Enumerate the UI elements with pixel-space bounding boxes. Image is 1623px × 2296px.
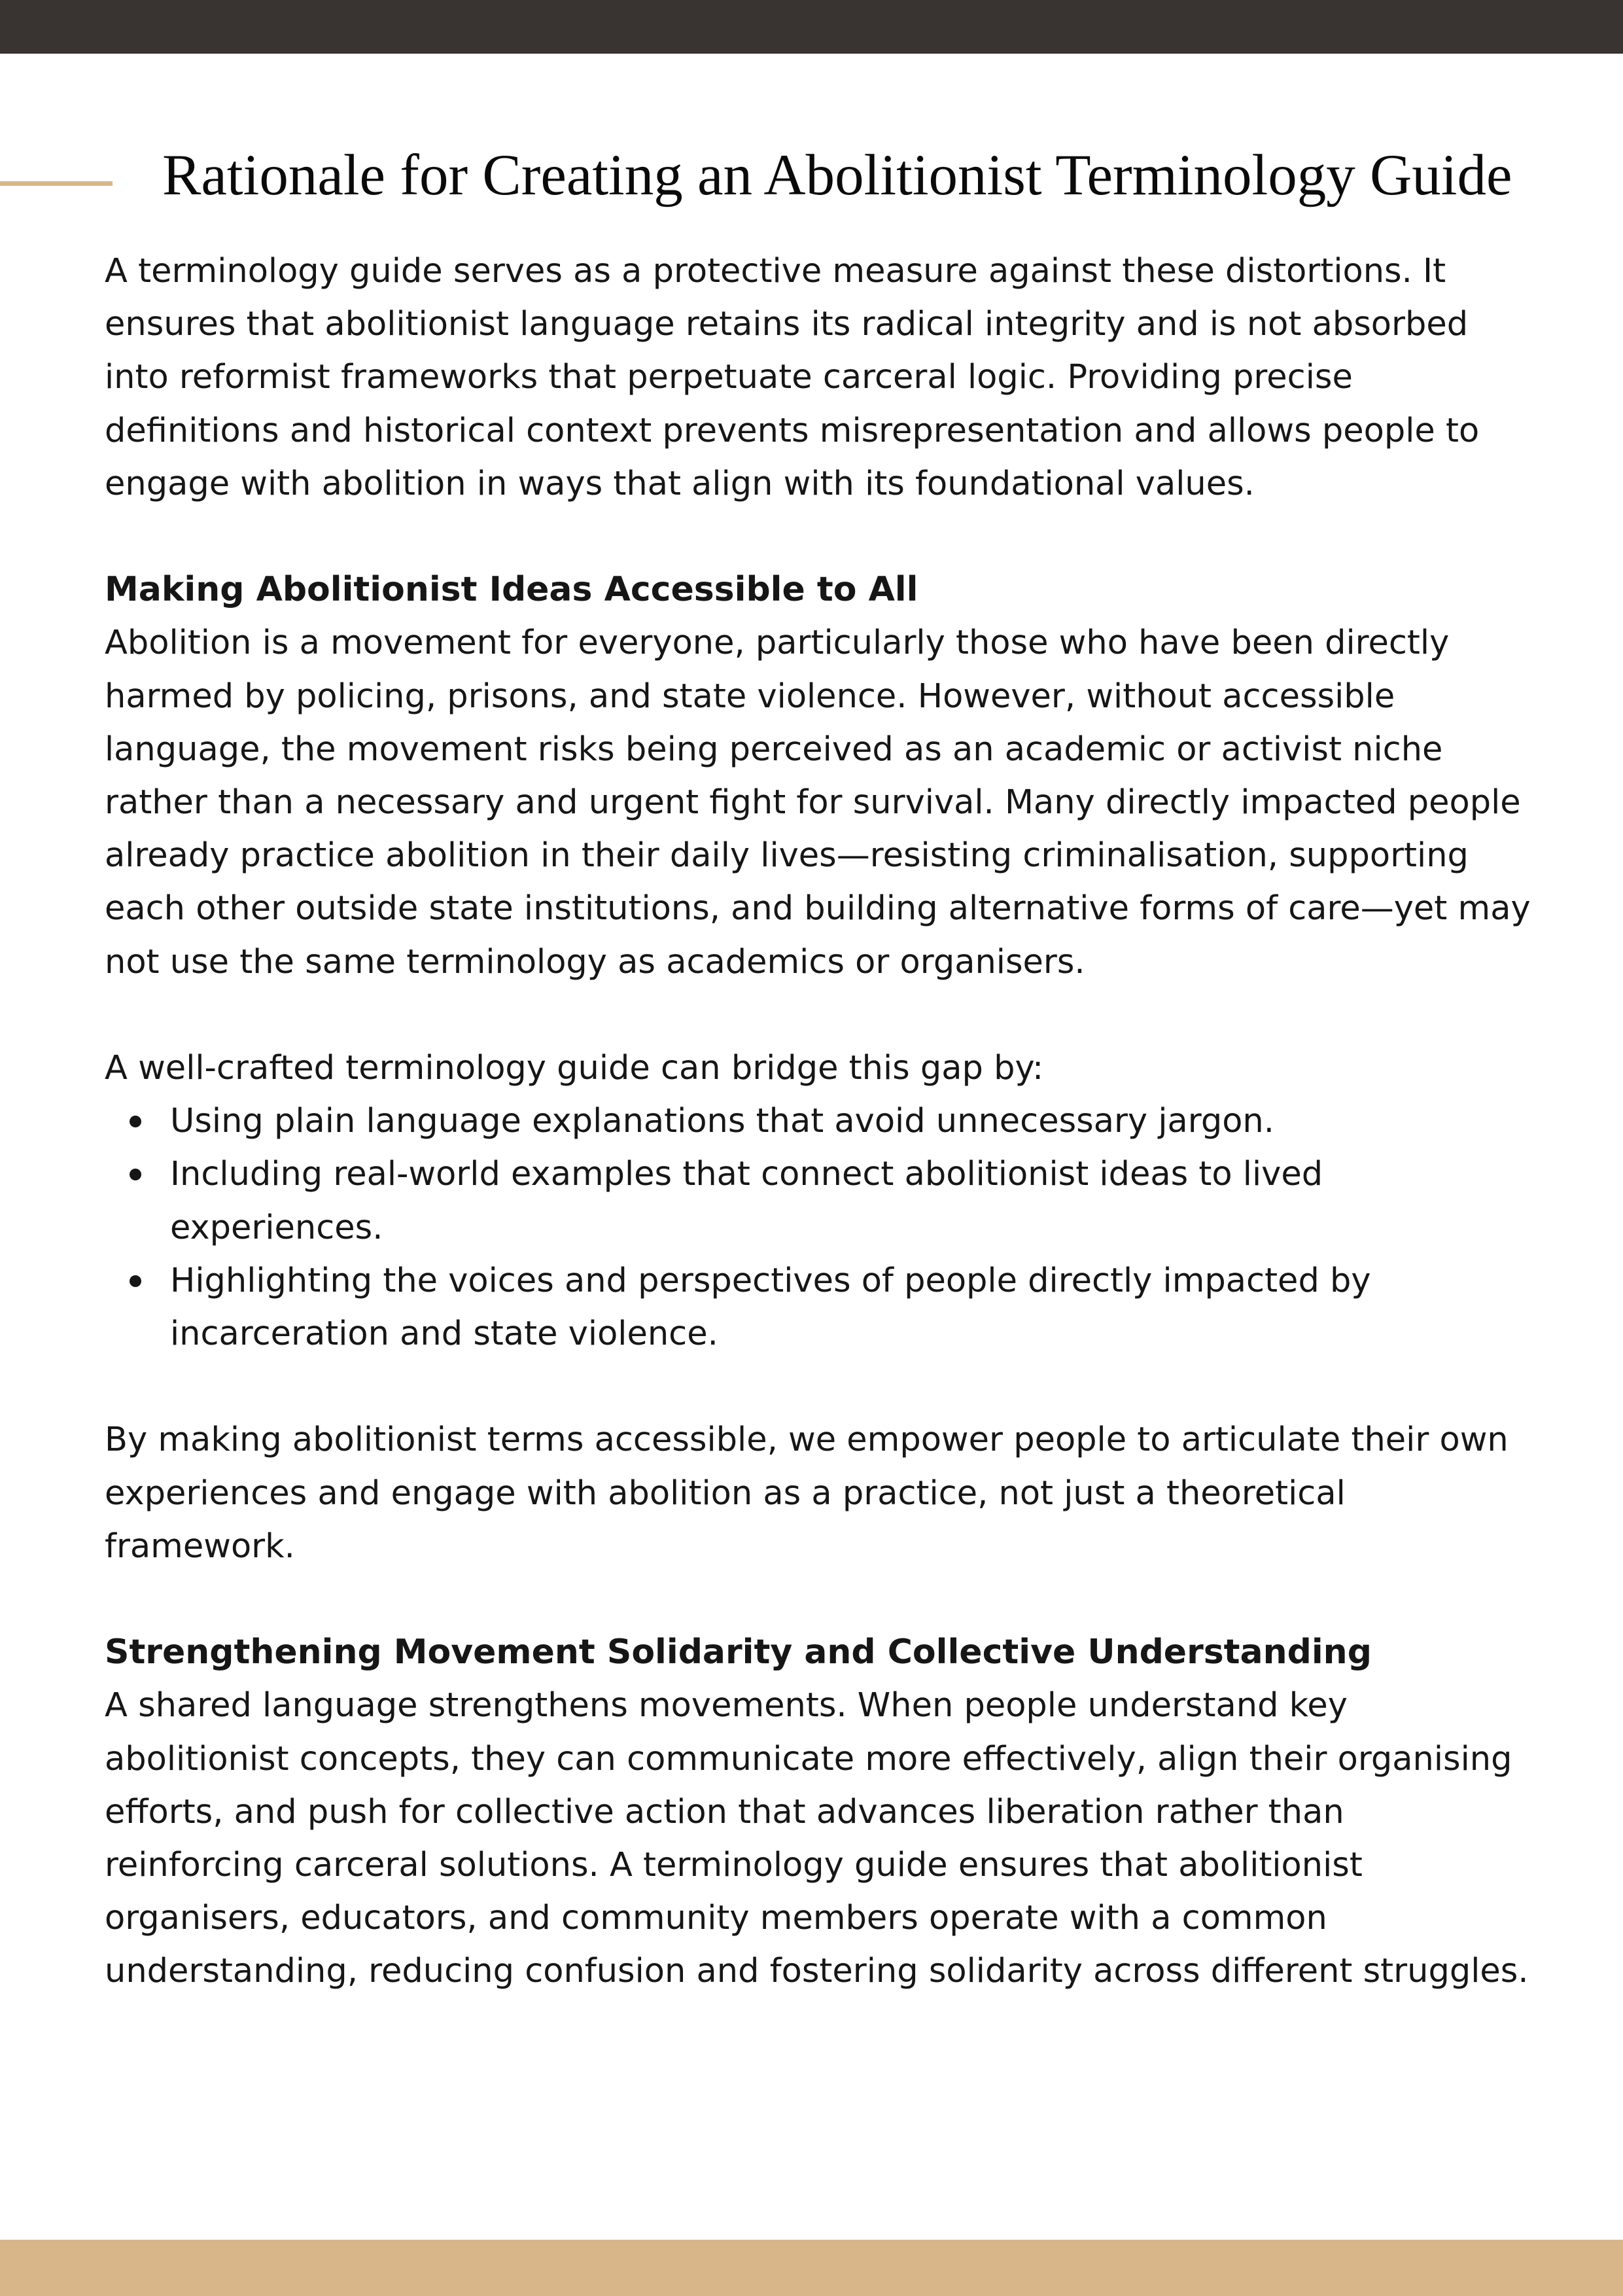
content-body [105, 245, 1531, 1998]
bottom-bar [0, 2240, 1623, 2296]
bullet-icon [130, 1169, 141, 1180]
intro-paragraph: A terminology guide serves as a protective measure against these distortions. It ensures that abolitionist language retains its radical integrity and is not absorbed into reformist frameworks that perpetuate carceral logic. Providing precise definitions and historical context prevents misrepresentation and allows people to engage with abolition in ways that align with its foundational values. [105, 252, 1480, 503]
list-item: Using plain language explanations that avoid unnecessary jargon. [170, 1095, 1531, 1148]
page-title: Rationale for Creating an Abolitionist Terminology Guide [162, 143, 1512, 207]
list-item: Including real-world examples that connect abolitionist ideas to lived experiences. [170, 1148, 1531, 1254]
title-accent-rule [0, 181, 113, 186]
bullet-icon [130, 1116, 141, 1127]
bullet-list [105, 1095, 1531, 1360]
list-item: Highlighting the voices and perspectives of people directly impacted by incarceration and state violence. [170, 1254, 1531, 1360]
section-heading-solidarity: Strengthening Movement Solidarity and Collective Understanding [105, 1633, 1372, 1672]
top-bar [0, 0, 1623, 54]
list-intro: A well-crafted terminology guide can bridge this gap by: [105, 1049, 1044, 1088]
section-heading-accessible: Making Abolitionist Ideas Accessible to All [105, 570, 918, 610]
section-body-solidarity: A shared language strengthens movements. When people understand key abolitionist concepts, they can communicate more effectively, align their organising efforts, and push for collective action that advances liberation rather than reinforcing carceral solutions. A terminology guide ensures that abolitionist organisers, educators, and community members operate with a common understanding, reducing confusion and fostering solidarity across different struggles. [105, 1686, 1529, 1991]
closing-paragraph: By making abolitionist terms accessible, we empower people to articulate their own experiences and engage with abolition as a practice, not just a theoretical framework. [105, 1421, 1509, 1566]
section-body-accessible: Abolition is a movement for everyone, particularly those who have been directly harmed by policing, prisons, and state violence. However, without accessible language, the movement risks being perceived as an academic or activist niche rather than a necessary and urgent fight for survival. Many directly impacted people already practice abolition in their daily lives—resisting criminalisation, supporting each other outside state institutions, and building alternative forms of care—yet may not use the same terminology as academics or organisers. [105, 624, 1531, 981]
bullet-icon [130, 1275, 141, 1287]
